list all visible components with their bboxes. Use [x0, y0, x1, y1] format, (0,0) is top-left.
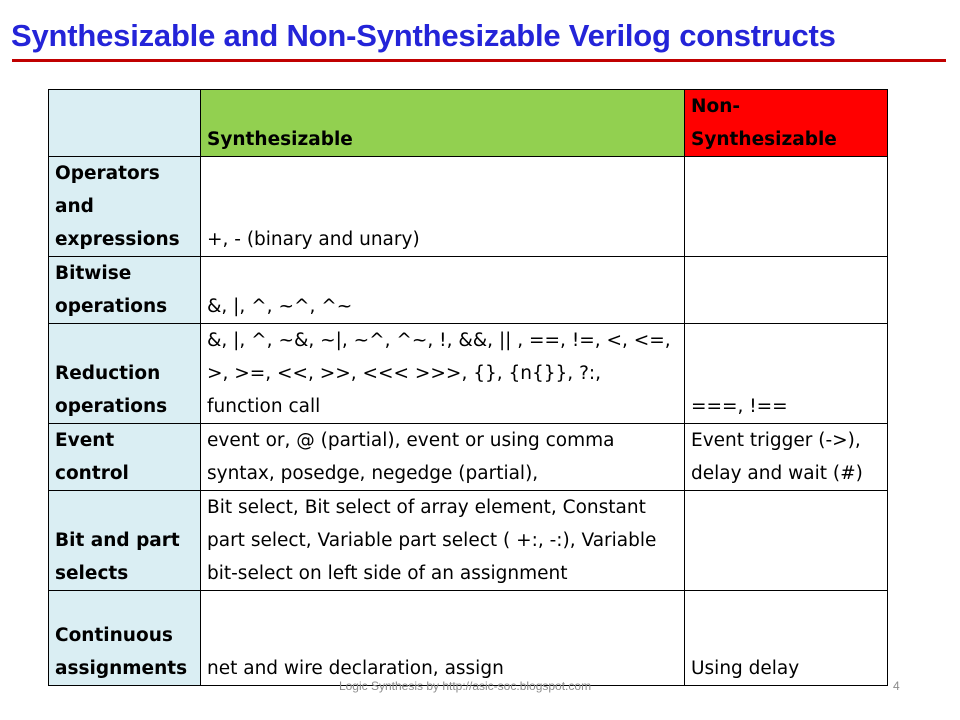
non-synthesizable-cell: [685, 491, 888, 591]
synthesizable-cell: &, |, ^, ~^, ^~: [201, 257, 685, 324]
table-row: [49, 424, 888, 491]
row-category: Bit and part selects: [49, 491, 201, 591]
synthesizable-cell: event or, @ (partial), event or using comma syntax, posedge, negedge (partial),: [201, 424, 685, 491]
non-synthesizable-cell: ===, !==: [685, 324, 888, 424]
row-category: Operators and expressions: [49, 157, 201, 257]
table-header-row: [49, 90, 888, 157]
synthesizable-cell: net and wire declaration, assign: [201, 591, 685, 686]
non-synthesizable-cell: Event trigger (->), delay and wait (#): [685, 424, 888, 491]
table-row: [49, 324, 888, 424]
synthesizable-cell: +, - (binary and unary): [201, 157, 685, 257]
row-category: Reduction operations: [49, 324, 201, 424]
page-number: 4: [893, 679, 900, 693]
table-row: [49, 157, 888, 257]
header-corner-cell: [49, 90, 201, 157]
slide-title: Synthesizable and Non-Synthesizable Verilog constructs: [11, 18, 836, 53]
header-non-synthesizable: Non-Synthesizable: [685, 90, 888, 157]
non-synthesizable-cell: [685, 157, 888, 257]
header-synthesizable: Synthesizable: [201, 90, 685, 157]
table-row: [49, 257, 888, 324]
slide-footer: Logic Synthesis by http://asic-soc.blogspot.com: [338, 679, 592, 693]
title-underline: [12, 59, 946, 62]
row-category: Event control: [49, 424, 201, 491]
row-category: Bitwise operations: [49, 257, 201, 324]
table-row: [49, 591, 888, 686]
constructs-table: [48, 89, 888, 686]
synthesizable-cell: Bit select, Bit select of array element, Constant part select, Variable part select ( +:, -:), Variable bit-select on left side of an assignment: [201, 491, 685, 591]
row-category: Continuous assignments: [49, 591, 201, 686]
non-synthesizable-cell: [685, 257, 888, 324]
synthesizable-cell: &, |, ^, ~&, ~|, ~^, ^~, !, &&, || , ==, !=, <, <=, >, >=, <<, >>, <<< >>>, {}, {n{}}, ?:, function call: [201, 324, 685, 424]
non-synthesizable-cell: Using delay: [685, 591, 888, 686]
table-row: [49, 491, 888, 591]
